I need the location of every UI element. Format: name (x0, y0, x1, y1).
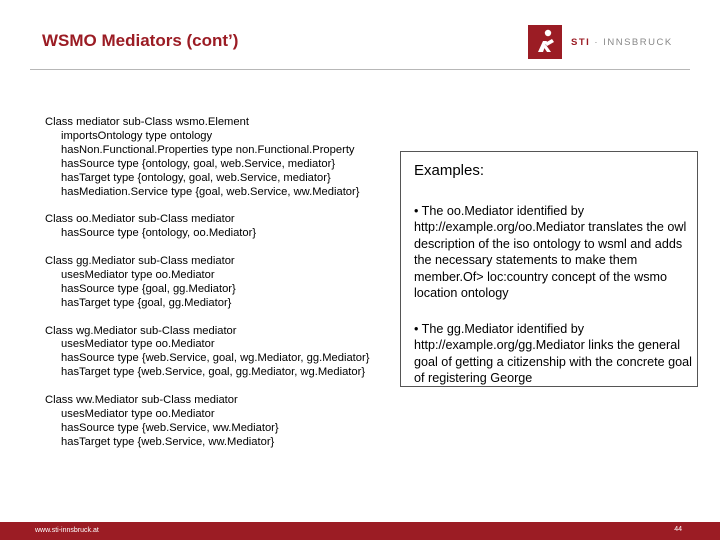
class-property: hasMediation.Service type {goal, web.Service, ww.Mediator} (61, 185, 360, 198)
class-property: usesMediator type oo.Mediator (61, 268, 215, 281)
example-oo-mediator: • The oo.Mediator identified by http://example.org/oo.Mediator translates the owl description of the iso ontology to wsml and adds the necessary statements to make them member.Of> loc:country concept of the wsmo location ontology (414, 204, 687, 301)
class-property: hasTarget type {ontology, goal, web.Service, mediator} (61, 171, 331, 184)
examples-title: Examples: (414, 162, 485, 179)
class-property: hasTarget type {web.Service, goal, gg.Mediator, wg.Mediator} (61, 366, 366, 379)
sti-logo-icon (528, 25, 562, 59)
class-property: hasNon.Functional.Properties type non.Functional.Property (61, 143, 355, 156)
logo-city: INNSBRUCK (603, 36, 673, 48)
class-property: hasSource type {goal, gg.Mediator} (61, 282, 236, 295)
class-declaration: Class oo.Mediator sub-Class mediator (45, 213, 235, 226)
logo-wordmark (571, 37, 673, 48)
sti-innsbruck-logo (528, 25, 673, 59)
class-block (45, 325, 369, 381)
class-definitions (45, 116, 369, 464)
class-declaration: Class mediator sub-Class wsmo.Element (45, 116, 249, 128)
class-property: hasTarget type {web.Service, ww.Mediator} (61, 435, 275, 448)
class-declaration: Class wg.Mediator sub-Class mediator (45, 324, 237, 337)
class-property: usesMediator type oo.Mediator (61, 407, 215, 420)
example-gg-mediator: • The gg.Mediator identified by http://example.org/gg.Mediator links the general goal of getting a citizenship with the concrete goal of registering George (414, 322, 692, 386)
footer-url: www.sti-innsbruck.at (35, 527, 99, 534)
class-block (45, 255, 369, 311)
footer-bar (0, 522, 720, 540)
class-property: importsOntology type ontology (61, 129, 213, 142)
class-block (45, 116, 369, 199)
class-declaration: Class ww.Mediator sub-Class mediator (45, 394, 238, 407)
class-property: hasTarget type {goal, gg.Mediator} (61, 296, 232, 309)
class-property: usesMediator type oo.Mediator (61, 338, 215, 351)
class-property: hasSource type {web.Service, ww.Mediator} (61, 421, 279, 434)
page-number: 44 (674, 526, 682, 533)
class-block (45, 394, 369, 450)
slide-title: WSMO Mediators (cont’) (42, 31, 239, 50)
class-declaration: Class gg.Mediator sub-Class mediator (45, 255, 235, 268)
class-property: hasSource type {ontology, oo.Mediator} (61, 227, 257, 240)
logo-name: STI (571, 36, 591, 48)
logo-separator: · (594, 36, 600, 48)
class-property: hasSource type {web.Service, goal, wg.Mediator, gg.Mediator} (61, 352, 370, 365)
class-property: hasSource type {ontology, goal, web.Service, mediator} (61, 157, 336, 170)
header-divider (30, 69, 690, 70)
class-block (45, 213, 369, 241)
